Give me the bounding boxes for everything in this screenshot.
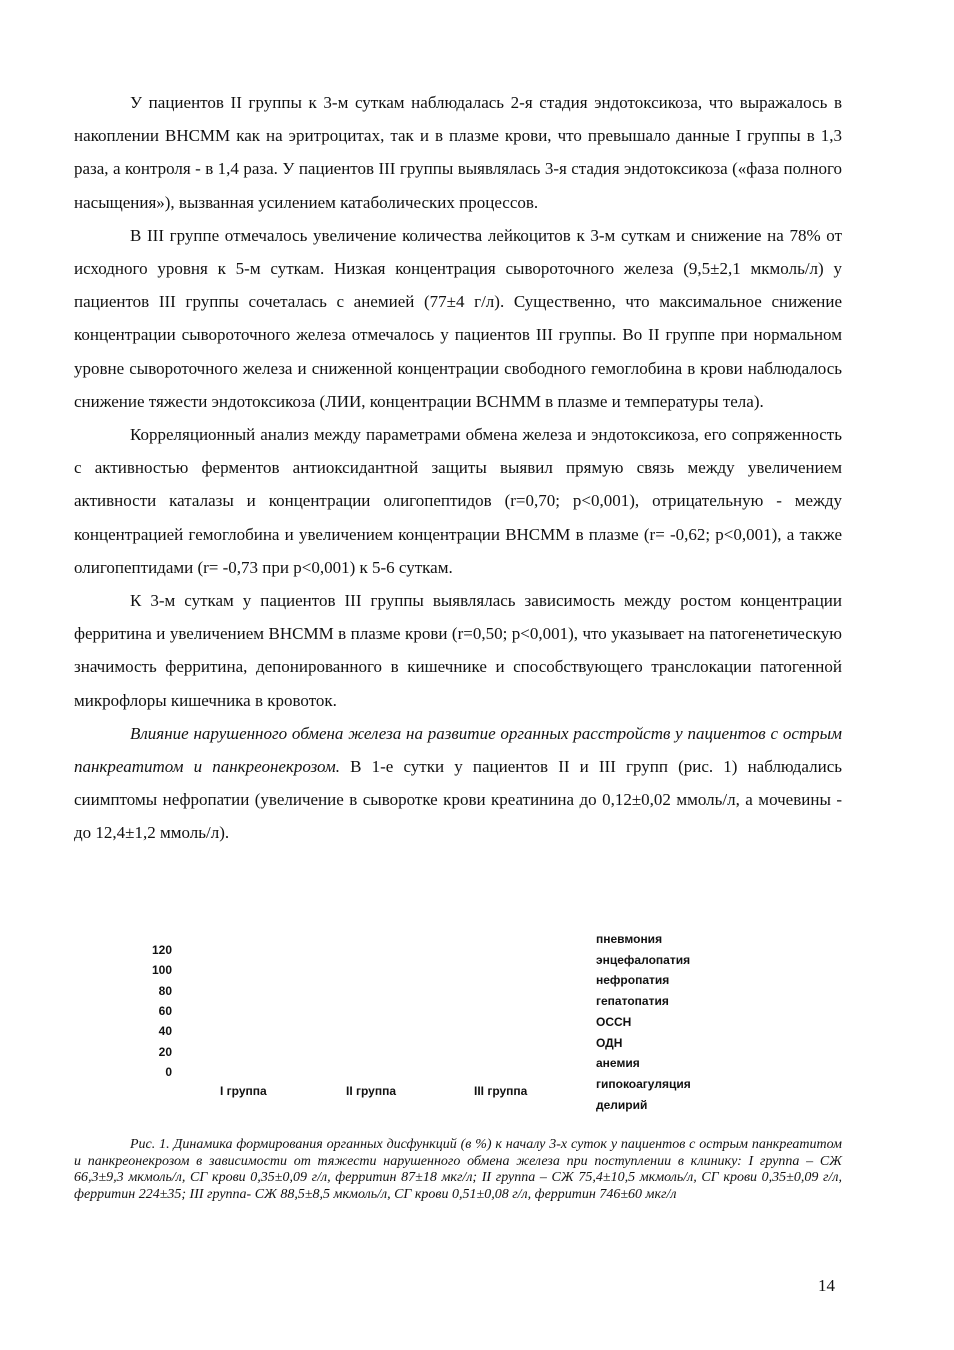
y-tick-label: 120 [151,943,172,957]
legend-item: ОДН [596,1035,623,1050]
paragraph-text: В 1-е сутки у пациентов II и III групп (рис. 1) наблюдались сиимптомы нефропатии (увеличение в сыворотке крови креатинина до 0,12±0,02 ммоль/л, а мочевины - до 12,4±1,2 ммоль/л). [74,757,842,843]
paragraph-text: У пациентов II группы к 3-м суткам наблюдалась 2-я стадия эндотоксикоза, что выражалось в накоплении ВНСММ как на эритроцитах, так и в плазме крови, что превышало данные I группы в 1,3 раза, а контроля - в 1,4 раза. У пациентов III группы выявлялась 3-я стадия эндотоксикоза («фаза полного насыщения»), вызванная усилением катаболических процессов. [74,93,842,212]
organ-dysfunction-chart [74,926,842,1116]
legend-item: пневмония [596,932,663,946]
legend-item: делирий [596,1097,648,1112]
paragraph-text: К 3-м суткам у пациентов III группы выявлялась зависимость между ростом концентрации ферритина и увеличением ВНСММ в плазме крови (r=0,50; p<0,001), что указывает на патогенетическую значимость ферритина, депонированного в кишечнике и способствующего транслокации патогенной микрофлоры кишечника в кровоток. [74,591,842,710]
legend-item: гипокоагуляция [596,1076,691,1091]
legend-item: гепатопатия [596,994,669,1009]
y-tick-label: 100 [151,963,172,978]
y-tick-label: 40 [158,1024,172,1039]
y-tick-label: 60 [158,1003,172,1018]
paragraph-text: Корреляционный анализ между параметрами обмена железа и эндотоксикоза, его сопряженность с активностью ферментов антиоксидантной защиты выявил прямую связь между увеличением активности каталазы и концентрации олигопептидов (r=0,70; p<0,001), отрицательную - между концентрацией гемоглобина и увеличением концентрации ВНСММ в плазме (r= -0,62; p<0,001), а также олигопептидами (r= -0,73 при p<0,001) к 5-6 суткам. [74,425,842,577]
paragraph [74,86,842,219]
paragraph-text: В III группе отмечалось увеличение количества лейкоцитов к 3-м суткам и снижение на 78% от исходного уровня к 5-м суткам. Низкая концентрация сывороточного железа (9,5±2,1 мкмоль/л) у пациентов III группы сочеталась с анемией (77±4 г/л). Существенно, что максимальное снижение концентрации сывороточного железа отмечалось у пациентов III группы. Во II группе при нормальном уровне сывороточного железа и сниженной концентрации свободного гемоглобина в крови наблюдалось снижение тяжести эндотоксикоза (ЛИИ, концентрации ВСНММ в плазме и температуры тела). [74,225,842,411]
paragraph [74,584,842,717]
legend-item: анемия [596,1056,640,1071]
paragraph [74,219,842,418]
x-category-label: I группа [220,1084,267,1098]
x-category-label: III группа [474,1084,528,1098]
y-tick-label: 20 [158,1044,172,1059]
figure-caption: Рис. 1. Динамика формирования органных дисфункций (в %) к началу 3-х суток у пациентов с острым панкреатитом и панкреонекрозом в зависимости от тяжести нарушенного обмена железа при поступлении в клинику: I группа – СЖ 66,3±9,3 мкмоль/л, СГ крови 0,35±0,09 г/л, ферритин 87±18 мкг/л; II группа – СЖ 75,4±10,5 мкмоль/л, СГ крови 0,35±0,09 г/л, ферритин 224±35; III группа- СЖ 88,5±8,5 мкмоль/л, СГ крови 0,51±0,08 г/л, ферритин 746±60 мкг/л [74,1137,842,1202]
italic-heading-text: Влияние нарушенного обмена железа на развитие органных расстройств у пациентов с острым панкреатитом и панкреонекрозом. [74,723,842,777]
body-text [74,86,842,850]
legend-item: нефропатия [596,973,670,988]
page-number: 14 [818,1276,835,1295]
legend-item: ОССН [596,1014,632,1029]
paragraph [74,418,842,584]
x-category-label: II группа [346,1084,397,1098]
paragraph [74,717,842,850]
y-tick-label: 80 [158,983,172,998]
legend-item: энцефалопатия [596,952,691,967]
y-tick-label: 0 [165,1064,172,1079]
